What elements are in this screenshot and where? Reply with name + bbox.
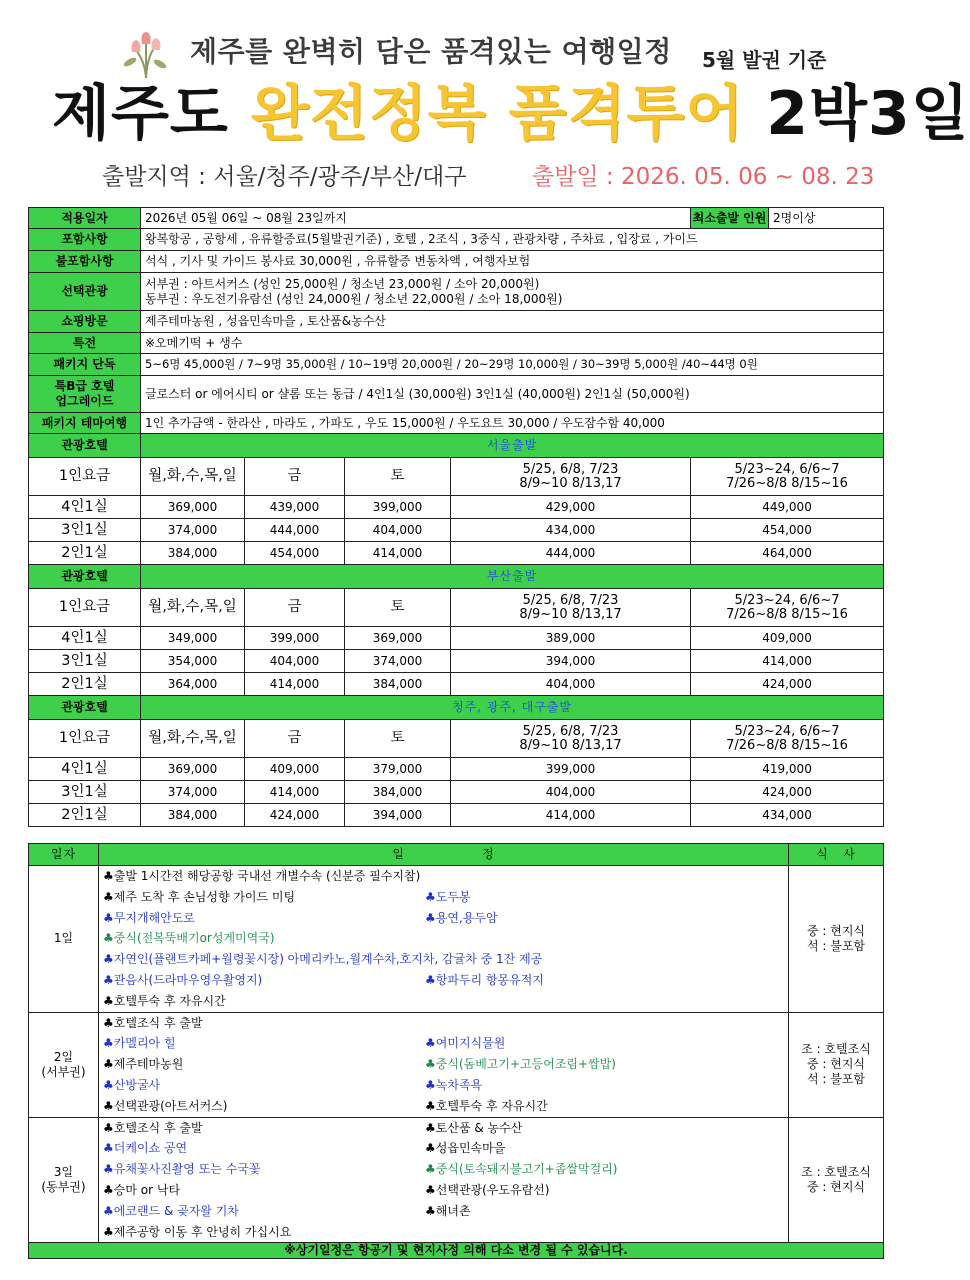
price-cell: 354,000: [141, 650, 245, 673]
price-cell: 379,000: [345, 758, 451, 781]
price-section-seoul-header: [29, 434, 884, 458]
apply-date-row: [29, 208, 884, 229]
hotel-upgrade-label: [29, 376, 141, 413]
itinerary-line: [103, 1096, 784, 1117]
footer-note: ※상기일정은 항공기 및 현지사정 의해 다소 변경 될 수 있습니다.: [29, 1243, 884, 1259]
shopping-label: 쇼핑방문: [29, 311, 141, 333]
meal-item: 조 : 호텔조식: [801, 1042, 871, 1057]
price-cell: 374,000: [345, 650, 451, 673]
price-cell: 374,000: [141, 519, 245, 542]
itinerary-item: ♣호텔조식 후 출발: [103, 1015, 203, 1030]
price-cell: 439,000: [245, 496, 345, 519]
price-cell: 444,000: [245, 519, 345, 542]
meals-cell: [789, 1117, 884, 1243]
itinerary-item: ♣중식(전복뚝배기or성게미역국): [103, 931, 275, 946]
poster-header: [0, 0, 970, 205]
itinerary-item: ♣자연인(플랜트카페+월령꽃시장) 아메리카노,월계수차,호지차, 감귤차 중 1잔 제공: [103, 952, 543, 967]
itinerary-item: ♣여미지식물원: [425, 1036, 506, 1051]
price-cell: 374,000: [141, 781, 245, 804]
col-peak-1: [451, 720, 691, 758]
meal-item: 중 : 현지식: [806, 1179, 866, 1194]
price-columns-row: [29, 720, 884, 758]
col-peak-2-line2: 7/26~8/8 8/15~16: [726, 606, 848, 622]
price-cell: 429,000: [451, 496, 691, 519]
col-peak-1-line2: 8/9~10 8/13,17: [519, 737, 622, 753]
price-cell: 409,000: [691, 627, 884, 650]
table-row: [29, 781, 884, 804]
departure-area: 출발지역 : 서울/청주/광주/부산/대구: [102, 164, 467, 190]
schedule-body: [29, 866, 884, 1243]
package-discount-value: 5~6명 45,000원 / 7~9명 35,000원 / 10~19명 20,000원 / 20~29명 10,000원 / 30~39명 5,000원 /40~44명 0원: [141, 354, 884, 376]
col-weekday: 월,화,수,목,일: [141, 720, 245, 758]
day-region: (서부권): [41, 1064, 86, 1079]
price-cell: 434,000: [451, 519, 691, 542]
col-meals-header: 식 사: [789, 844, 884, 866]
optional-tour-label: 선택관광: [29, 273, 141, 311]
itinerary-item: ♣무지개해안도로: [103, 910, 195, 925]
price-section-busan-header: [29, 565, 884, 589]
price-cell: 434,000: [691, 804, 884, 827]
price-columns-row: [29, 458, 884, 496]
itinerary-item: ♣제주 도착 후 손님성향 가이드 미팅: [103, 889, 296, 904]
col-peak-2-line1: 5/23~24, 6/6~7: [734, 723, 840, 739]
price-cell: 449,000: [691, 496, 884, 519]
price-cell: 399,000: [345, 496, 451, 519]
apply-date-value: 2026년 05월 06일 ~ 08월 23일까지: [141, 208, 691, 229]
meal-item: 석 : 불포함: [806, 1072, 866, 1087]
itinerary-item: ♣산방굴사: [103, 1077, 161, 1092]
itinerary-cell: [99, 1012, 789, 1117]
schedule-day-row: [29, 1117, 884, 1243]
city-cheongju-gwangju-daegu: 청주, 광주, 대구출발: [141, 696, 884, 720]
itinerary-line: [103, 908, 784, 929]
schedule-day-row: [29, 866, 884, 1013]
hotel-grade-label: 관광호텔: [29, 565, 141, 589]
col-peak-2-line1: 5/23~24, 6/6~7: [734, 592, 840, 608]
price-cell: 394,000: [451, 650, 691, 673]
room-type: 4인1실: [29, 627, 141, 650]
col-day-header: 일자: [29, 844, 99, 866]
col-friday: 금: [245, 458, 345, 496]
itinerary-line: [103, 1013, 784, 1034]
itinerary-line: [103, 866, 784, 887]
theme-tour-row: [29, 413, 884, 434]
col-friday: 금: [245, 589, 345, 627]
per-person-label: 1인요금: [29, 458, 141, 496]
price-cell: 414,000: [451, 804, 691, 827]
col-friday: 금: [245, 720, 345, 758]
itinerary-cell: [99, 866, 789, 1013]
itinerary-item: ♣선택관광(아트서커스): [103, 1098, 228, 1113]
itinerary-item: ♣더케이쇼 공연: [103, 1141, 188, 1156]
min-departure-value: 2명이상: [769, 208, 884, 229]
price-cell: 404,000: [245, 650, 345, 673]
room-type: 3인1실: [29, 519, 141, 542]
col-peak-2-line2: 7/26~8/8 8/15~16: [726, 475, 848, 491]
price-cell: 369,000: [345, 627, 451, 650]
price-cell: 389,000: [451, 627, 691, 650]
price-cell: 364,000: [141, 673, 245, 696]
itinerary-item: ♣선택관광(우도유람선): [425, 1182, 550, 1197]
departure-date: 출발일 : 2026. 05. 06 ~ 08. 23: [532, 164, 875, 190]
itinerary-item: ♣제주테마농원: [103, 1057, 184, 1072]
itinerary-item: ♣호텔투숙 후 자유시간: [103, 993, 226, 1008]
col-peak-1-line1: 5/25, 6/8, 7/23: [522, 723, 619, 739]
tagline: 제주를 완벽히 담은 품격있는 여행일정: [190, 35, 672, 68]
optional-tour-west: 서부권 : 아트서커스 (성인 25,000원 / 청소년 23,000원 / 소아 20,000원): [145, 276, 540, 291]
itinerary-line: [103, 991, 784, 1012]
itinerary-line: [103, 1054, 784, 1075]
day-label: [29, 866, 99, 1013]
price-cell: 414,000: [345, 542, 451, 565]
hotel-grade-label: 관광호텔: [29, 696, 141, 720]
per-person-label: 1인요금: [29, 589, 141, 627]
main-title: [52, 78, 970, 150]
price-cell: 454,000: [245, 542, 345, 565]
itinerary-item: ♣녹차족욕: [425, 1077, 483, 1092]
itinerary-line: [103, 1222, 784, 1243]
city-busan: 부산출발: [141, 565, 884, 589]
itinerary-item: ♣중식(돔베고기+고등어조림+쌈밥): [425, 1057, 616, 1072]
table-row: [29, 650, 884, 673]
price-cell: 444,000: [451, 542, 691, 565]
table-row: [29, 519, 884, 542]
itinerary-line: [103, 1075, 784, 1096]
price-cell: 424,000: [691, 781, 884, 804]
col-itinerary-header: 일 정: [99, 844, 789, 866]
itinerary-item: ♣카멜리아 힐: [103, 1036, 176, 1051]
itinerary-item: ♣호텔투숙 후 자유시간: [425, 1098, 548, 1113]
excluded-value: 석식 , 기사 및 가이드 봉사료 30,000원 , 유류할증 변동차액 , 여행자보험: [141, 251, 884, 273]
itinerary-line: [103, 1033, 784, 1054]
price-cell: 369,000: [141, 496, 245, 519]
optional-tour-row: [29, 273, 884, 311]
optional-tour-east: 동부권 : 우도전기유람선 (성인 24,000원 / 청소년 22,000원 / 소아 18,000원): [145, 291, 563, 306]
hotel-upgrade-value: 글로스터 or 에어시티 or 샬롬 또는 동급 / 4인1실 (30,000원) 3인1실 (40,000원) 2인1실 (50,000원): [141, 376, 884, 413]
itinerary-item: ♣관음사(드라마우영우촬영지): [103, 972, 263, 987]
itinerary-item: ♣도두봉: [425, 889, 471, 904]
table-row: [29, 496, 884, 519]
itinerary-item: ♣에코랜드 & 곶자왈 기차: [103, 1203, 239, 1218]
col-weekday: 월,화,수,목,일: [141, 458, 245, 496]
col-peak-1-line1: 5/25, 6/8, 7/23: [522, 461, 619, 477]
price-cell: 384,000: [141, 542, 245, 565]
theme-tour-value: 1인 추가금액 - 한라산 , 마라도 , 가파도 , 우도 15,000원 / 우도요트 30,000 / 우도잠수함 40,000: [141, 413, 884, 434]
itinerary-item: ♣토산품 & 농수산: [425, 1120, 523, 1135]
day-label: [29, 1012, 99, 1117]
hotel-grade-label: 관광호텔: [29, 434, 141, 458]
table-row: [29, 627, 884, 650]
shopping-value: 제주테마농원 , 성읍민속마을 , 토산품&농수산: [141, 311, 884, 333]
itinerary-item: ♣중식(토속돼지불고기+좁쌀막걸리): [425, 1162, 618, 1177]
itinerary-line: [103, 1138, 784, 1159]
day-number: 1일: [53, 931, 74, 946]
price-cell: 404,000: [451, 673, 691, 696]
hotel-upgrade-label-line1: 특B급 호텔: [54, 379, 115, 393]
room-type: 2인1실: [29, 804, 141, 827]
itinerary-line: [103, 928, 784, 949]
title-part-tour: 완전정복 품격투어: [250, 79, 745, 149]
meals-cell: [789, 866, 884, 1013]
itinerary-line: [103, 949, 784, 970]
special-row: [29, 333, 884, 354]
itinerary-item: ♣용연,용두암: [425, 910, 498, 925]
col-saturday: 토: [345, 458, 451, 496]
per-person-label: 1인요금: [29, 720, 141, 758]
itinerary-line: [103, 1180, 784, 1201]
itinerary-line: [103, 1118, 784, 1139]
itinerary-item: ♣호텔조식 후 출발: [103, 1120, 203, 1135]
excluded-row: [29, 251, 884, 273]
price-cell: 399,000: [245, 627, 345, 650]
price-cell: 414,000: [245, 781, 345, 804]
day-region: (동부권): [41, 1179, 86, 1194]
price-cell: 369,000: [141, 758, 245, 781]
col-peak-2: [691, 589, 884, 627]
itinerary-line: [103, 887, 784, 908]
day-number: 2일: [53, 1049, 74, 1064]
table-row: [29, 542, 884, 565]
col-peak-1: [451, 458, 691, 496]
itinerary-item: ♣승마 or 낙타: [103, 1182, 181, 1197]
apply-date-label: 적용일자: [29, 208, 141, 229]
price-cell: 349,000: [141, 627, 245, 650]
schedule-table: [28, 843, 884, 1259]
col-peak-2-line2: 7/26~8/8 8/15~16: [726, 737, 848, 753]
footer-row: [29, 1243, 884, 1259]
package-discount-row: [29, 354, 884, 376]
itinerary-item: ♣해녀촌: [425, 1203, 471, 1218]
col-saturday: 토: [345, 589, 451, 627]
col-peak-2-line1: 5/23~24, 6/6~7: [734, 461, 840, 477]
price-cell: 454,000: [691, 519, 884, 542]
itinerary-item: ♣성읍민속마을: [425, 1141, 506, 1156]
price-cell: 414,000: [691, 650, 884, 673]
meal-item: 석 : 불포함: [806, 938, 866, 953]
price-cell: 404,000: [345, 519, 451, 542]
title-part-duration: 2박3일: [766, 79, 970, 149]
price-cell: 409,000: [245, 758, 345, 781]
room-type: 4인1실: [29, 496, 141, 519]
theme-tour-label: 패키지 테마여행: [29, 413, 141, 434]
price-cell: 384,000: [141, 804, 245, 827]
room-type: 3인1실: [29, 650, 141, 673]
price-columns-row: [29, 589, 884, 627]
col-saturday: 토: [345, 720, 451, 758]
schedule-day-row: [29, 1012, 884, 1117]
price-cell: 464,000: [691, 542, 884, 565]
itinerary-line: [103, 970, 784, 991]
price-cell: 399,000: [451, 758, 691, 781]
table-row: [29, 673, 884, 696]
room-type: 2인1실: [29, 542, 141, 565]
price-cell: 394,000: [345, 804, 451, 827]
shopping-row: [29, 311, 884, 333]
excluded-label: 불포함사항: [29, 251, 141, 273]
col-peak-1: [451, 589, 691, 627]
itinerary-cell: [99, 1117, 789, 1243]
room-type: 3인1실: [29, 781, 141, 804]
col-peak-1-line2: 8/9~10 8/13,17: [519, 606, 622, 622]
price-cell: 424,000: [245, 804, 345, 827]
day-number: 3일: [53, 1164, 74, 1179]
col-peak-2: [691, 458, 884, 496]
price-cell: 414,000: [245, 673, 345, 696]
price-section-others-header: [29, 696, 884, 720]
itinerary-item: ♣유채꽃사진촬영 또는 수국꽃: [103, 1162, 261, 1177]
itinerary-item: ♣항파두리 항몽유적지: [425, 972, 544, 987]
meal-item: 중 : 현지식: [806, 1057, 866, 1072]
col-peak-1-line2: 8/9~10 8/13,17: [519, 475, 622, 491]
issue-basis: 5월 발권 기준: [702, 48, 827, 72]
special-value: ※오메기떡 + 생수: [141, 333, 884, 354]
included-row: [29, 229, 884, 251]
itinerary-item: ♣출발 1시간전 해당공항 국내선 개별수속 (신분증 필수지참): [103, 869, 421, 883]
tulip-bouquet-icon: [118, 30, 174, 80]
special-label: 특전: [29, 333, 141, 354]
meal-item: 중 : 현지식: [806, 923, 866, 938]
table-row: [29, 804, 884, 827]
table-row: [29, 758, 884, 781]
package-discount-label: 패키지 단독: [29, 354, 141, 376]
itinerary-line: [103, 1201, 784, 1222]
meals-cell: [789, 1012, 884, 1117]
title-part-jeju: 제주도: [52, 79, 229, 149]
price-cell: 384,000: [345, 781, 451, 804]
room-type: 2인1실: [29, 673, 141, 696]
optional-tour-value: [141, 273, 884, 311]
hotel-upgrade-label-line2: 업그레이드: [55, 394, 114, 408]
price-cell: 384,000: [345, 673, 451, 696]
meal-item: 조 : 호텔조식: [801, 1164, 871, 1179]
included-value: 왕복항공 , 공항세 , 유류할증료(5월발권기준) , 호텔 , 2조식 , 3중식 , 관광차량 , 주차료 , 입장료 , 가이드: [141, 229, 884, 251]
room-type: 4인1실: [29, 758, 141, 781]
schedule-header-row: [29, 844, 884, 866]
itinerary-line: [103, 1159, 784, 1180]
included-label: 포함사항: [29, 229, 141, 251]
col-peak-1-line1: 5/25, 6/8, 7/23: [522, 592, 619, 608]
price-cell: 424,000: [691, 673, 884, 696]
price-cell: 419,000: [691, 758, 884, 781]
city-seoul: 서울출발: [141, 434, 884, 458]
tour-table: [28, 207, 884, 827]
min-departure-label: 최소출발 인원: [691, 208, 769, 229]
col-peak-2: [691, 720, 884, 758]
day-label: [29, 1117, 99, 1243]
price-cell: 404,000: [451, 781, 691, 804]
hotel-upgrade-row: [29, 376, 884, 413]
col-weekday: 월,화,수,목,일: [141, 589, 245, 627]
itinerary-item: ♣제주공항 이동 후 안녕히 가십시요: [103, 1224, 292, 1239]
